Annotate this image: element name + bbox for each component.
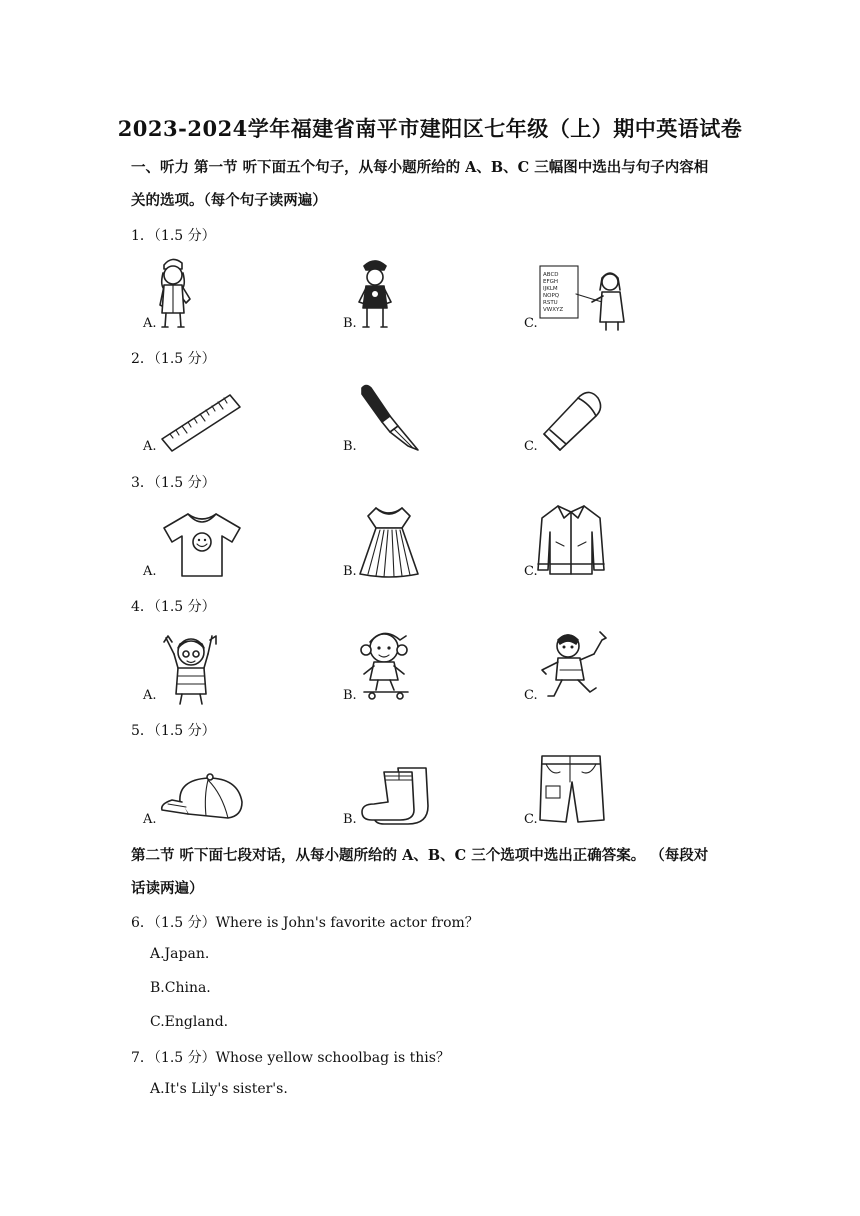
q4-option-c-letter[interactable]: C. bbox=[524, 688, 538, 703]
cap-icon bbox=[158, 772, 246, 824]
section1-heading-line1: 一、听力 第一节 听下面五个句子，从每小题所给的 A、B、C 三幅图中选出与句子内容相 bbox=[131, 159, 709, 176]
q5-option-c-letter[interactable]: C. bbox=[524, 812, 538, 827]
socks-icon bbox=[358, 764, 432, 828]
q4-option-a-letter[interactable]: A. bbox=[143, 688, 157, 703]
question-4-label: 4．（1.5 分） bbox=[131, 599, 216, 615]
q6-option-c[interactable]: C.England. bbox=[150, 1014, 229, 1030]
dancing-boy-icon bbox=[540, 630, 612, 702]
q2-option-a-letter[interactable]: A. bbox=[143, 439, 157, 454]
chart-row-1: ABCD bbox=[543, 272, 559, 278]
shorts-icon bbox=[536, 752, 606, 828]
section1-heading-line2: 关的选项。（每个句子读两遍） bbox=[131, 192, 327, 209]
chart-row-2: EFGH bbox=[543, 279, 559, 285]
t-shirt-icon bbox=[162, 512, 244, 578]
chart-row-3: IJKLM bbox=[543, 286, 558, 292]
jacket-icon bbox=[536, 502, 606, 578]
q6-option-a[interactable]: A.Japan. bbox=[150, 946, 210, 962]
q2-option-b-letter[interactable]: B. bbox=[343, 439, 357, 454]
question-7-label: 7．（1.5 分）Whose yellow schoolbag is this？ bbox=[131, 1050, 450, 1066]
dress-icon bbox=[358, 504, 420, 578]
q1-option-a-letter[interactable]: A. bbox=[143, 316, 157, 331]
q2-option-c-letter[interactable]: C. bbox=[524, 439, 538, 454]
q3-option-c-letter[interactable]: C. bbox=[524, 564, 538, 579]
boy-cartoon-icon bbox=[162, 632, 222, 706]
question-3-label: 3．（1.5 分） bbox=[131, 475, 216, 491]
question-5-label: 5．（1.5 分） bbox=[131, 723, 216, 739]
q3-option-a-letter[interactable]: A. bbox=[143, 564, 157, 579]
q5-option-a-letter[interactable]: A. bbox=[143, 812, 157, 827]
question-6-label: 6．（1.5 分）Where is John's favorite actor from？ bbox=[131, 915, 479, 931]
question-2-label: 2．（1.5 分） bbox=[131, 351, 216, 367]
section2-heading-line2: 话读两遍） bbox=[131, 880, 204, 897]
eraser-icon bbox=[540, 390, 606, 452]
q1-option-c-letter[interactable]: C. bbox=[524, 316, 538, 331]
q1-option-b-letter[interactable]: B. bbox=[343, 316, 357, 331]
nurse-icon bbox=[152, 255, 198, 329]
teacher-icon bbox=[540, 266, 635, 332]
chart-row-6: VWXYZ bbox=[543, 307, 564, 313]
chart-row-4: NOPQ bbox=[543, 293, 560, 299]
question-1-label: 1．（1.5 分） bbox=[131, 228, 216, 244]
q7-option-a[interactable]: A.It's Lily's sister's. bbox=[150, 1081, 288, 1097]
q3-option-b-letter[interactable]: B. bbox=[343, 564, 357, 579]
pen-icon bbox=[358, 384, 422, 454]
section2-heading-line1: 第二节 听下面七段对话，从每小题所给的 A、B、C 三个选项中选出正确答案。 （每段对 bbox=[131, 847, 709, 864]
police-officer-icon bbox=[355, 258, 395, 330]
ruler-icon bbox=[160, 393, 242, 455]
skateboard-girl-icon bbox=[356, 628, 414, 702]
q5-option-b-letter[interactable]: B. bbox=[343, 812, 357, 827]
page-title: 2023-2024学年福建省南平市建阳区七年级（上）期中英语试卷 bbox=[117, 116, 743, 141]
q4-option-b-letter[interactable]: B. bbox=[343, 688, 357, 703]
chart-row-5: RSTU bbox=[543, 300, 558, 306]
q6-option-b[interactable]: B.China. bbox=[150, 980, 211, 996]
